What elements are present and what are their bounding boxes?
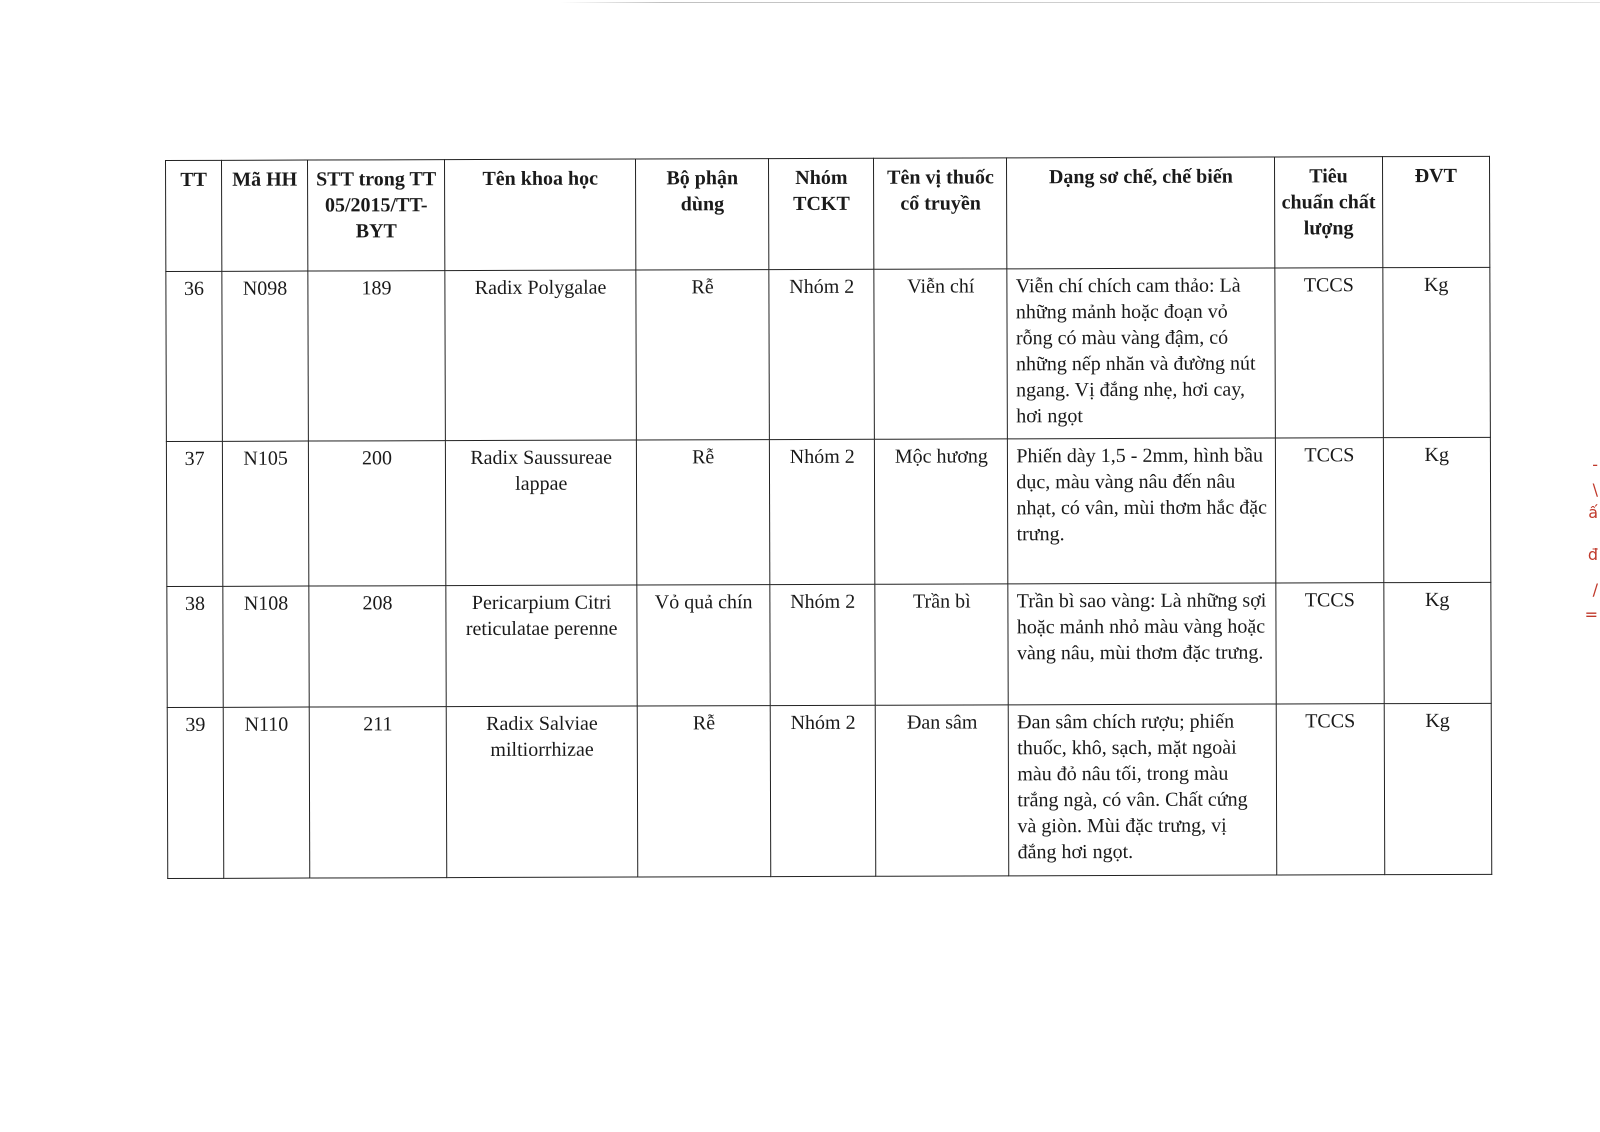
header-dang-so-che: Dạng sơ chế, chế biến [1007,157,1275,269]
herbal-medicine-table [165,156,1492,879]
table-row [167,582,1491,707]
scan-artifact-line [560,2,1600,3]
header-tt: TT [166,160,223,271]
cell-nhom: Nhóm 2 [770,439,876,584]
header-bo-phan-dung: Bộ phận dùng [636,159,769,270]
table-row [167,703,1492,878]
cell-stt: 200 [308,441,445,586]
header-ma-hh: Mã HH [222,160,308,271]
cell-dang-so-che: Phiến dày 1,5 - 2mm, hình bầu dục, màu vàng nâu đến nâu nhạt, có vân, mùi thơm hắc đặc trưng. [1008,438,1276,584]
header-nhom-tckt: Nhóm TCKT [769,158,875,269]
cell-stt: 208 [309,586,446,707]
cell-ten-vi-thuoc: Đan sâm [876,705,1009,876]
cell-nhom: Nhóm 2 [770,705,876,876]
cell-ma-hh: N108 [223,586,309,707]
cell-nhom: Nhóm 2 [769,269,875,439]
header-stt: STT trong TT 05/2015/TT-BYT [308,160,445,271]
cell-bo-phan: Rễ [637,706,770,877]
cell-dang-so-che: Trần bì sao vàng: Là những sợi hoặc mảnh nhỏ màu vàng hoặc vàng nâu, mùi thơm đặc trưng. [1008,583,1276,705]
cell-tt: 36 [166,271,223,441]
cell-bo-phan: Vỏ quả chín [637,585,770,706]
cell-dang-so-che: Viễn chí chích cam thảo: Là những mảnh hoặc đoạn vỏ rỗng có màu vàng đậm, có những nếp nhăn và đường nút ngang. Vị đắng nhẹ, hơi cay, hơi ngọt [1007,268,1275,439]
header-tieu-chuan: Tiêu chuẩn chất lượng [1275,157,1383,268]
cell-ma-hh: N105 [223,441,309,586]
cell-dvt: Kg [1383,582,1491,703]
cell-ten-vi-thuoc: Mộc hương [875,439,1008,584]
cell-ma-hh: N098 [222,271,308,441]
cell-ten-khoa-hoc: Pericarpium Citri reticulatae perenne [446,585,638,707]
table-row [166,437,1490,586]
cell-dvt: Kg [1384,703,1492,874]
cell-ten-khoa-hoc: Radix Polygalae [445,270,637,441]
table-row [166,267,1491,441]
cell-dang-so-che: Đan sâm chích rượu; phiến thuốc, khô, sạch, mặt ngoài màu đỏ nâu tối, trong màu trắng ngà, có vân. Chất cứng và giòn. Mùi đặc trưng, vị đắng hơi ngọt. [1009,704,1277,876]
cell-nhom: Nhóm 2 [770,584,876,705]
stamp-edge-marks: - \ ấ đ / = [1584,455,1598,624]
cell-tt: 37 [166,441,223,586]
table-header-row [166,156,1490,271]
cell-stt: 189 [308,271,446,441]
cell-bo-phan: Rễ [636,270,769,440]
cell-ten-vi-thuoc: Viễn chí [874,269,1007,439]
header-ten-vi-thuoc: Tên vị thuốc cổ truyền [874,158,1007,269]
cell-tt: 38 [167,586,224,707]
cell-ten-khoa-hoc: Radix Saussureae lappae [445,440,637,586]
cell-tieu-chuan: TCCS [1276,438,1384,583]
cell-ten-khoa-hoc: Radix Salviae miltiorrhizae [446,706,638,878]
document-sheet [165,156,1492,879]
cell-bo-phan: Rễ [637,440,770,585]
cell-stt: 211 [309,707,447,878]
header-dvt: ĐVT [1382,156,1490,267]
cell-tt: 39 [167,707,224,878]
cell-dvt: Kg [1383,437,1491,582]
cell-ma-hh: N110 [223,707,309,878]
cell-ten-vi-thuoc: Trần bì [875,584,1008,705]
cell-tieu-chuan: TCCS [1276,583,1384,704]
cell-dvt: Kg [1382,267,1490,437]
header-ten-khoa-hoc: Tên khoa học [445,159,637,271]
cell-tieu-chuan: TCCS [1276,704,1384,875]
cell-tieu-chuan: TCCS [1275,268,1383,438]
